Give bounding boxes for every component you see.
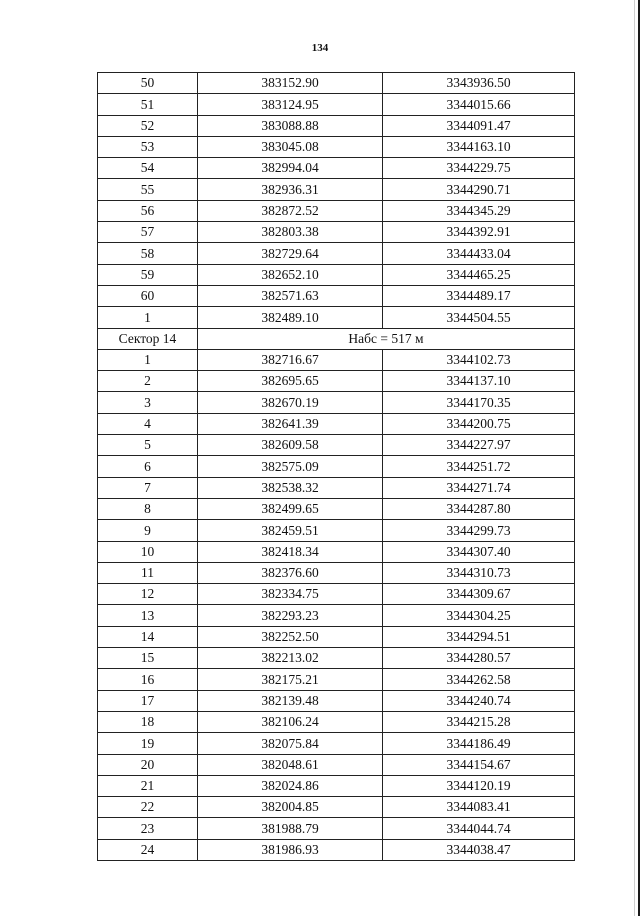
- point-number: 52: [98, 115, 198, 136]
- point-number: 57: [98, 222, 198, 243]
- table-row: [98, 648, 575, 669]
- x-coordinate: 382293.23: [198, 605, 383, 626]
- table-row: [98, 136, 575, 157]
- y-coordinate: 3344304.25: [383, 605, 575, 626]
- table-row: [98, 797, 575, 818]
- point-number: 1: [98, 349, 198, 370]
- point-number: 3: [98, 392, 198, 413]
- y-coordinate: 3344091.47: [383, 115, 575, 136]
- y-coordinate: 3344290.71: [383, 179, 575, 200]
- y-coordinate: 3344154.67: [383, 754, 575, 775]
- y-coordinate: 3344287.80: [383, 498, 575, 519]
- y-coordinate: 3344280.57: [383, 648, 575, 669]
- point-number: 9: [98, 520, 198, 541]
- x-coordinate: 382716.67: [198, 349, 383, 370]
- page-edge-shadow: [634, 0, 635, 916]
- x-coordinate: 382575.09: [198, 456, 383, 477]
- x-coordinate: 382139.48: [198, 690, 383, 711]
- point-number: 59: [98, 264, 198, 285]
- y-coordinate: 3344200.75: [383, 413, 575, 434]
- sector-label: Сектор 14: [98, 328, 198, 349]
- table-row: [98, 456, 575, 477]
- point-number: 53: [98, 136, 198, 157]
- x-coordinate: 383124.95: [198, 94, 383, 115]
- y-coordinate: 3344163.10: [383, 136, 575, 157]
- y-coordinate: 3344310.73: [383, 562, 575, 583]
- table-row: [98, 285, 575, 306]
- y-coordinate: 3344083.41: [383, 797, 575, 818]
- point-number: 50: [98, 73, 198, 94]
- y-coordinate: 3344186.49: [383, 733, 575, 754]
- table-row: [98, 733, 575, 754]
- y-coordinate: 3344229.75: [383, 158, 575, 179]
- x-coordinate: 383045.08: [198, 136, 383, 157]
- y-coordinate: 3344251.72: [383, 456, 575, 477]
- point-number: 13: [98, 605, 198, 626]
- x-coordinate: 382459.51: [198, 520, 383, 541]
- y-coordinate: 3344120.19: [383, 775, 575, 796]
- y-coordinate: 3344433.04: [383, 243, 575, 264]
- x-coordinate: 382418.34: [198, 541, 383, 562]
- y-coordinate: 3344504.55: [383, 307, 575, 328]
- y-coordinate: 3344015.66: [383, 94, 575, 115]
- x-coordinate: 383088.88: [198, 115, 383, 136]
- table-row: [98, 669, 575, 690]
- table-row: [98, 775, 575, 796]
- table-row: [98, 818, 575, 839]
- x-coordinate: 382499.65: [198, 498, 383, 519]
- x-coordinate: 382376.60: [198, 562, 383, 583]
- y-coordinate: 3344392.91: [383, 222, 575, 243]
- point-number: 7: [98, 477, 198, 498]
- y-coordinate: 3344102.73: [383, 349, 575, 370]
- point-number: 2: [98, 371, 198, 392]
- table-row: [98, 584, 575, 605]
- point-number: 11: [98, 562, 198, 583]
- point-number: 56: [98, 200, 198, 221]
- point-number: 1: [98, 307, 198, 328]
- point-number: 58: [98, 243, 198, 264]
- table-row: [98, 94, 575, 115]
- table-row: [98, 498, 575, 519]
- point-number: 6: [98, 456, 198, 477]
- x-coordinate: 382803.38: [198, 222, 383, 243]
- point-number: 24: [98, 839, 198, 860]
- point-number: 18: [98, 711, 198, 732]
- x-coordinate: 382872.52: [198, 200, 383, 221]
- table-row: [98, 435, 575, 456]
- point-number: 51: [98, 94, 198, 115]
- x-coordinate: 381988.79: [198, 818, 383, 839]
- table-row: [98, 115, 575, 136]
- x-coordinate: 382004.85: [198, 797, 383, 818]
- table-row: [98, 541, 575, 562]
- y-coordinate: 3344137.10: [383, 371, 575, 392]
- y-coordinate: 3344465.25: [383, 264, 575, 285]
- y-coordinate: 3344044.74: [383, 818, 575, 839]
- sector-header: [98, 328, 575, 349]
- point-number: 21: [98, 775, 198, 796]
- coordinates-table: [97, 72, 575, 861]
- point-number: 15: [98, 648, 198, 669]
- x-coordinate: 382695.65: [198, 371, 383, 392]
- page-number: 134: [311, 42, 329, 54]
- y-coordinate: 3344345.29: [383, 200, 575, 221]
- x-coordinate: 382652.10: [198, 264, 383, 285]
- y-coordinate: 3344271.74: [383, 477, 575, 498]
- x-coordinate: 382994.04: [198, 158, 383, 179]
- x-coordinate: 382024.86: [198, 775, 383, 796]
- y-coordinate: 3344240.74: [383, 690, 575, 711]
- table-row: [98, 371, 575, 392]
- x-coordinate: 382641.39: [198, 413, 383, 434]
- table-row: [98, 520, 575, 541]
- table-row: [98, 477, 575, 498]
- y-coordinate: 3343936.50: [383, 73, 575, 94]
- point-number: 12: [98, 584, 198, 605]
- table-row: [98, 73, 575, 94]
- x-coordinate: 382175.21: [198, 669, 383, 690]
- y-coordinate: 3344038.47: [383, 839, 575, 860]
- x-coordinate: 382571.63: [198, 285, 383, 306]
- x-coordinate: 382609.58: [198, 435, 383, 456]
- y-coordinate: 3344262.58: [383, 669, 575, 690]
- table-row: [98, 222, 575, 243]
- table-row: [98, 392, 575, 413]
- point-number: 60: [98, 285, 198, 306]
- table-row: [98, 264, 575, 285]
- point-number: 8: [98, 498, 198, 519]
- point-number: 23: [98, 818, 198, 839]
- x-coordinate: 382538.32: [198, 477, 383, 498]
- sector-height: Набс = 517 м: [198, 328, 575, 349]
- x-coordinate: 382729.64: [198, 243, 383, 264]
- point-number: 4: [98, 413, 198, 434]
- coordinates-table-bottom: [98, 349, 575, 860]
- table-row: [98, 839, 575, 860]
- y-coordinate: 3344309.67: [383, 584, 575, 605]
- y-coordinate: 3344299.73: [383, 520, 575, 541]
- point-number: 16: [98, 669, 198, 690]
- y-coordinate: 3344294.51: [383, 626, 575, 647]
- y-coordinate: 3344307.40: [383, 541, 575, 562]
- table-row: [98, 690, 575, 711]
- coordinates-table-top: [98, 73, 575, 329]
- table-row: [98, 179, 575, 200]
- table-row: [98, 562, 575, 583]
- table-row: [98, 711, 575, 732]
- x-coordinate: 383152.90: [198, 73, 383, 94]
- y-coordinate: 3344489.17: [383, 285, 575, 306]
- x-coordinate: 382936.31: [198, 179, 383, 200]
- y-coordinate: 3344215.28: [383, 711, 575, 732]
- sector-row: [98, 328, 575, 349]
- table-row: [98, 200, 575, 221]
- point-number: 17: [98, 690, 198, 711]
- x-coordinate: 382048.61: [198, 754, 383, 775]
- x-coordinate: 382334.75: [198, 584, 383, 605]
- table-row: [98, 605, 575, 626]
- x-coordinate: 382489.10: [198, 307, 383, 328]
- table-row: [98, 243, 575, 264]
- x-coordinate: 381986.93: [198, 839, 383, 860]
- point-number: 54: [98, 158, 198, 179]
- table-row: [98, 307, 575, 328]
- point-number: 22: [98, 797, 198, 818]
- point-number: 10: [98, 541, 198, 562]
- x-coordinate: 382213.02: [198, 648, 383, 669]
- x-coordinate: 382252.50: [198, 626, 383, 647]
- table-row: [98, 158, 575, 179]
- table-row: [98, 626, 575, 647]
- x-coordinate: 382106.24: [198, 711, 383, 732]
- point-number: 55: [98, 179, 198, 200]
- point-number: 14: [98, 626, 198, 647]
- point-number: 19: [98, 733, 198, 754]
- x-coordinate: 382075.84: [198, 733, 383, 754]
- y-coordinate: 3344170.35: [383, 392, 575, 413]
- x-coordinate: 382670.19: [198, 392, 383, 413]
- table-row: [98, 754, 575, 775]
- y-coordinate: 3344227.97: [383, 435, 575, 456]
- point-number: 5: [98, 435, 198, 456]
- point-number: 20: [98, 754, 198, 775]
- table-row: [98, 349, 575, 370]
- table-row: [98, 413, 575, 434]
